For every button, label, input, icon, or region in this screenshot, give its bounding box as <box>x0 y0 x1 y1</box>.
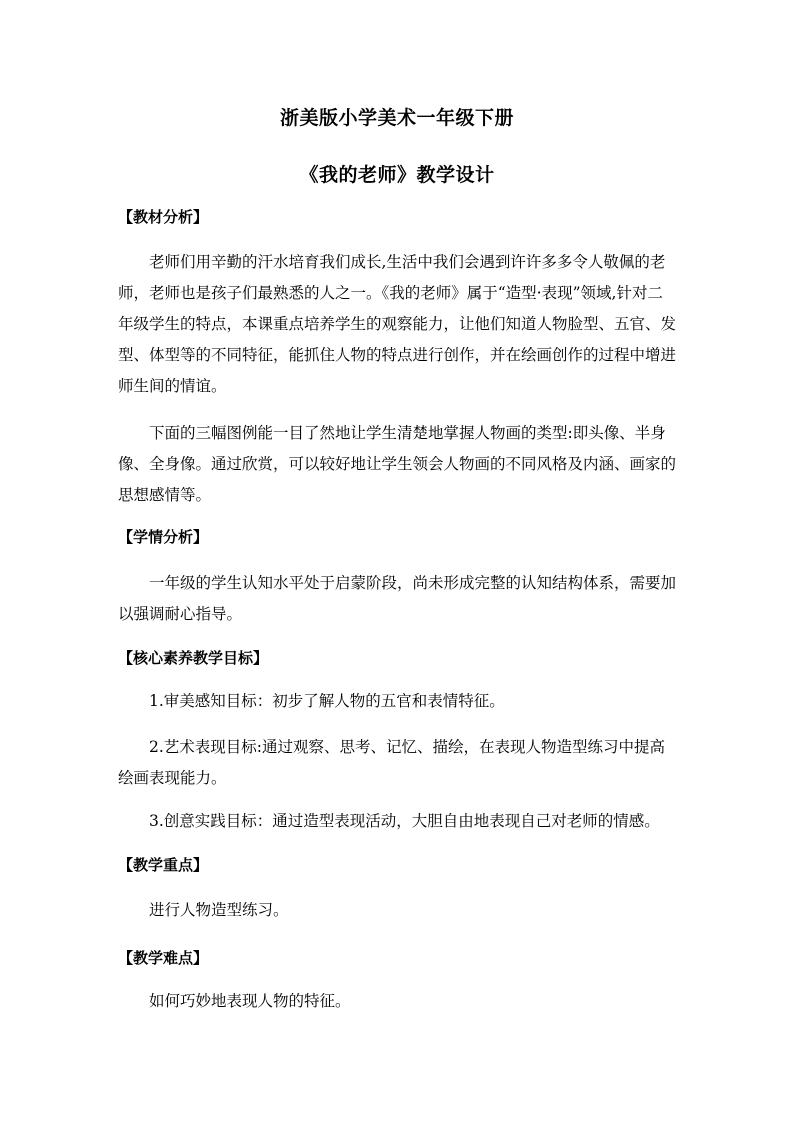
document-title: 浙美版小学美术一年级下册 <box>279 107 514 129</box>
goal-item-3: 3.创意实践目标：通过造型表现活动，大胆自由地表现自己对老师的情感。 <box>149 812 660 830</box>
section-heading-student-analysis: 【学情分析】 <box>118 528 209 546</box>
goal-item-1: 1.审美感知目标：初步了解人物的五官和表情特征。 <box>149 692 505 710</box>
key-point-text: 进行人物造型练习。 <box>149 901 289 919</box>
section-heading-core-goals: 【核心素养教学目标】 <box>118 649 269 667</box>
section-heading-material-analysis: 【教材分析】 <box>118 208 209 226</box>
material-analysis-paragraph-1: 老师们用辛勤的汗水培育我们成长,生活中我们会遇到许许多多令人敬佩的老师，老师也是孩子们最熟悉的人之一。《我的老师》属于“造型·表现”领域,针对二年级学生的特点，本课重点培养学生的观察能力，让他们知道人物脸型、五官、发型、体型等的不同特征，能抓住人物的特点进行创作，并在绘画创作的过程中增进师生间的情谊。 <box>118 253 677 395</box>
student-analysis-paragraph: 一年级的学生认知水平处于启蒙阶段，尚未形成完整的认知结构体系，需要加以强调耐心指导。 <box>118 574 677 623</box>
section-heading-key-point: 【教学重点】 <box>118 856 209 874</box>
difficulty-text: 如何巧妙地表现人物的特征。 <box>149 992 351 1010</box>
goal-item-2: 2.艺术表现目标:通过观察、思考、记忆、描绘，在表现人物造型练习中提高绘画表现能力。 <box>118 738 666 787</box>
document-subtitle: 《我的老师》教学设计 <box>299 164 495 186</box>
material-analysis-paragraph-2: 下面的三幅图例能一目了然地让学生清楚地掌握人物画的类型:即头像、半身像、全身像。通过欣赏，可以较好地让学生领会人物画的不同风格及内涵、画家的思想感情等。 <box>118 424 677 504</box>
section-heading-difficulty: 【教学难点】 <box>118 949 209 967</box>
